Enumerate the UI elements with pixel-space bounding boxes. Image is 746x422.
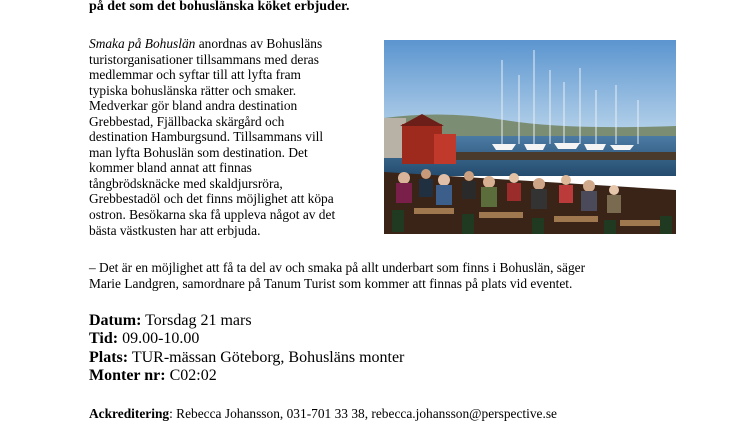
event-booth	[89, 367, 217, 386]
time-label: Tid:	[89, 330, 119, 347]
quote-line: Marie Landgren, samordnare på Tanum Turist som kommer att finnas på plats vid eventet.	[89, 275, 573, 291]
place-value: TUR-mässan Göteborg, Bohusläns monter	[128, 349, 405, 366]
harbor-photo-illustration	[384, 40, 676, 234]
accreditation-value[interactable]: : Rebecca Johansson, 031-701 33 38, rebecca.johansson@perspective.se	[169, 406, 557, 421]
date-label: Datum:	[89, 312, 142, 329]
article-line: Medverkar gör bland andra destination	[89, 98, 298, 114]
article-line: ostron. Besökarna ska få uppleva något av det	[89, 207, 336, 223]
article-line: typiska bohuslänska rätter och smaker.	[89, 82, 297, 98]
article-line: turistorganisationer tillsammans med deras	[89, 51, 319, 67]
article-column	[89, 36, 384, 238]
article-line: medlemmar och syftar till att lyfta fram	[89, 67, 301, 83]
event-title-italic: Smaka på Bohuslän	[89, 36, 196, 51]
article-line: man lyfta Bohuslän som destination. Det	[89, 144, 308, 160]
accreditation-line	[89, 406, 557, 422]
quote-line: – Det är en möjlighet att få ta del av och smaka på allt underbart som finns i Bohuslän, säger	[89, 260, 586, 275]
intro-bold-line: på det som det bohuslänska köket erbjuder.	[89, 0, 350, 14]
article-line: Grebbestadöl och det finns möjlighet att köpa	[89, 191, 334, 207]
article-line: bästa västkusten har att erbjuda.	[89, 222, 261, 238]
accreditation-label: Ackreditering	[89, 406, 170, 421]
event-time	[89, 330, 199, 349]
booth-label: Monter nr:	[89, 367, 166, 384]
harbor-photo	[384, 40, 676, 234]
quote-paragraph	[89, 260, 689, 291]
event-date	[89, 312, 252, 331]
article-line: destination Hamburgsund. Tillsammans vill	[89, 129, 324, 145]
article-line: tångbrödsknäcke med skaldjursröra,	[89, 175, 283, 191]
place-label: Plats:	[89, 349, 129, 366]
article-line: kommer bland annat att finnas	[89, 160, 252, 176]
article-line-0: Smaka på Bohuslän anordnas av Bohusläns	[89, 36, 323, 51]
time-value: 09.00-10.00	[118, 330, 200, 347]
booth-value: C02:02	[165, 367, 217, 384]
event-place	[89, 349, 404, 368]
article-line: Grebbestad, Fjällbacka skärgård och	[89, 113, 285, 129]
date-value: Torsdag 21 mars	[141, 312, 252, 329]
